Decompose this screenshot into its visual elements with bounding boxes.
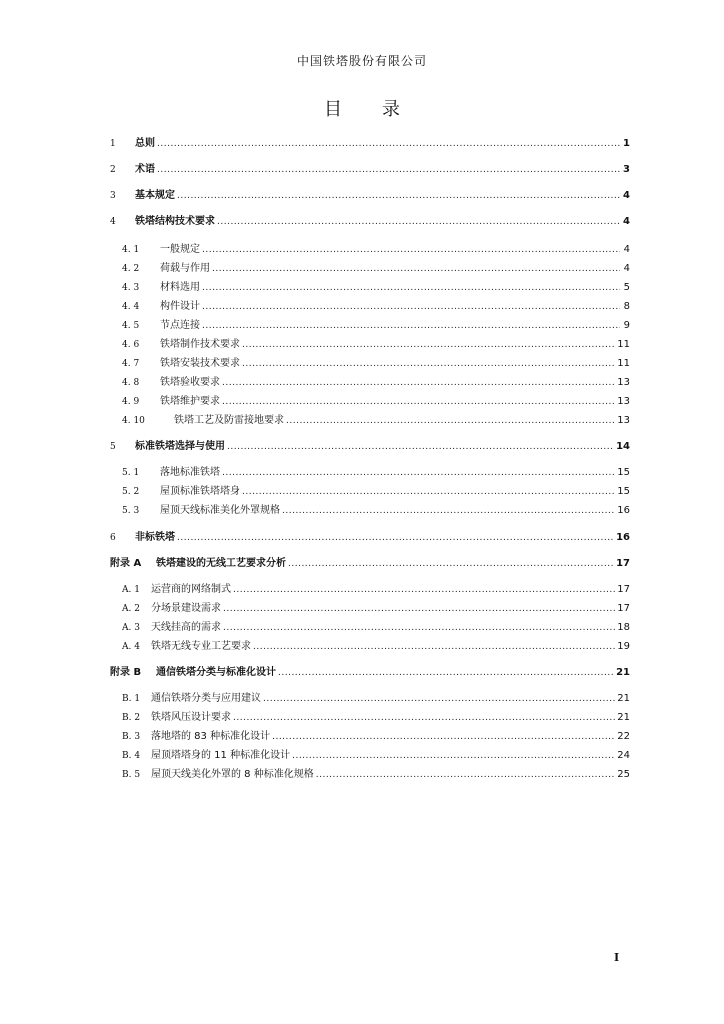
toc-entry[interactable] xyxy=(122,582,630,596)
toc-entry-number: 4. 5 xyxy=(122,321,140,331)
toc-dot-leader xyxy=(217,216,620,228)
toc-entry-page: 25 xyxy=(617,769,630,780)
toc-entry-page: 1 xyxy=(623,138,630,149)
toc-entry-number: A. 4 xyxy=(122,642,140,652)
toc-entry-title: 屋顶标准铁塔塔身 xyxy=(160,486,240,497)
toc-entry-page: 17 xyxy=(617,584,630,595)
toc-entry[interactable] xyxy=(122,729,630,743)
toc-entry-number: B. 4 xyxy=(122,751,141,761)
toc-entry[interactable] xyxy=(122,337,630,351)
toc-entry[interactable] xyxy=(122,242,630,256)
toc-dot-leader xyxy=(227,441,614,453)
toc-entry-title: 铁塔建设的无线工艺要求分析 xyxy=(156,558,286,569)
toc-entry-page: 9 xyxy=(623,320,630,331)
toc-entry-title: 铁塔制作技术要求 xyxy=(160,339,240,350)
toc-entry-title: 落地标准铁塔 xyxy=(160,467,220,478)
toc-entry[interactable] xyxy=(122,356,630,370)
toc-entry-page: 21 xyxy=(616,667,630,678)
toc-entry-page: 13 xyxy=(617,377,630,388)
toc-dot-leader xyxy=(316,769,616,781)
toc-dot-leader xyxy=(157,164,620,176)
toc-entry-number: B. 5 xyxy=(122,770,141,780)
toc-entry-page: 17 xyxy=(616,558,630,569)
toc-entry[interactable] xyxy=(110,665,630,679)
toc-dot-leader xyxy=(272,731,615,743)
toc-dot-leader xyxy=(212,263,620,275)
toc-entry-page: 3 xyxy=(623,164,630,175)
toc-entry-title: 材料选用 xyxy=(160,282,200,293)
toc-entry-page: 15 xyxy=(617,486,630,497)
footer-page-number: I xyxy=(614,951,620,964)
toc-entry[interactable] xyxy=(122,280,630,294)
toc-entry-title: 铁塔风压设计要求 xyxy=(151,712,231,723)
toc-entry[interactable] xyxy=(122,710,630,724)
toc-dot-leader xyxy=(223,622,615,634)
toc-entry[interactable] xyxy=(122,261,630,275)
toc-entry-number: 6 xyxy=(110,533,116,543)
toc-entry-title: 落地塔的 83 种标准化设计 xyxy=(151,731,271,742)
toc-entry-page: 17 xyxy=(617,603,630,614)
toc-entry-number: 4. 6 xyxy=(122,340,140,350)
toc-entry-page: 13 xyxy=(617,396,630,407)
toc-dot-leader xyxy=(222,377,615,389)
toc-entry-title: 构件设计 xyxy=(160,301,200,312)
toc-entry-title: 屋顶天线标准美化外罩规格 xyxy=(160,505,280,516)
toc-entry-page: 19 xyxy=(617,641,630,652)
toc-dot-leader xyxy=(223,603,615,615)
toc-entry-title: 非标铁塔 xyxy=(135,532,175,543)
toc-dot-leader xyxy=(177,190,620,202)
toc-dot-leader xyxy=(292,750,615,762)
toc-entry[interactable] xyxy=(122,748,630,762)
toc-entry-number: 5. 2 xyxy=(122,487,140,497)
toc-entry[interactable] xyxy=(122,691,630,705)
toc-entry-title: 铁塔工艺及防雷接地要求 xyxy=(174,415,284,426)
toc-entry-number: 附录 B xyxy=(110,667,142,678)
toc-dot-leader xyxy=(253,641,615,653)
toc-entry-title: 荷载与作用 xyxy=(160,263,210,274)
toc-dot-leader xyxy=(222,467,615,479)
toc-entry[interactable] xyxy=(122,767,630,781)
toc-entry-title: 铁塔结构技术要求 xyxy=(135,216,215,227)
toc-entry-number: 3 xyxy=(110,191,116,201)
toc-entry-page: 18 xyxy=(617,622,630,633)
toc-entry-page: 4 xyxy=(623,216,630,227)
toc-entry[interactable] xyxy=(122,639,630,653)
toc-entry-page: 21 xyxy=(617,693,630,704)
toc-dot-leader xyxy=(242,358,615,370)
toc-entry-number: 4. 9 xyxy=(122,397,140,407)
toc-entry-page: 14 xyxy=(616,441,630,452)
toc-entry[interactable] xyxy=(122,299,630,313)
toc-entry-page: 4 xyxy=(623,190,630,201)
toc-entry-number: 4. 8 xyxy=(122,378,140,388)
toc-entry-page: 13 xyxy=(617,415,630,426)
toc-entry-page: 16 xyxy=(617,505,630,516)
toc-entry-page: 22 xyxy=(617,731,630,742)
toc-entry-page: 5 xyxy=(623,282,630,293)
toc-entry-title: 铁塔无线专业工艺要求 xyxy=(151,641,251,652)
toc-entry-title: 分场景建设需求 xyxy=(151,603,221,614)
toc-entry-title: 节点连接 xyxy=(160,320,200,331)
toc-dot-leader xyxy=(278,667,614,679)
toc-entry-title: 铁塔安装技术要求 xyxy=(160,358,240,369)
toc-entry[interactable] xyxy=(122,620,630,634)
toc-dot-leader xyxy=(242,339,615,351)
toc-entry-title: 术语 xyxy=(135,164,155,175)
toc-entry-title: 屋顶塔塔身的 11 种标准化设计 xyxy=(151,750,291,761)
toc-entry[interactable] xyxy=(122,375,630,389)
toc-entry-number: 5. 1 xyxy=(122,468,140,478)
toc-entry-number: 4. 10 xyxy=(122,416,145,426)
toc-entry[interactable] xyxy=(110,556,630,570)
page-title xyxy=(0,95,724,121)
toc-entry-page: 11 xyxy=(617,358,630,369)
toc-entry[interactable] xyxy=(122,465,630,479)
toc-entry-number: 4. 1 xyxy=(122,245,140,255)
toc-entry-title: 铁塔维护要求 xyxy=(160,396,220,407)
toc-entry-title: 总则 xyxy=(135,138,155,149)
toc-dot-leader xyxy=(202,244,620,256)
toc-dot-leader xyxy=(202,282,620,294)
toc-dot-leader xyxy=(177,532,614,544)
toc-entry[interactable] xyxy=(122,394,630,408)
toc-entry-title: 基本规定 xyxy=(135,190,175,201)
title-char-1: 目 xyxy=(324,99,342,120)
toc-entry-page: 15 xyxy=(617,467,630,478)
toc-entry-title: 通信铁塔分类与标准化设计 xyxy=(156,667,276,678)
toc-dot-leader xyxy=(288,558,614,570)
toc-dot-leader xyxy=(233,712,615,724)
toc-entry-number: 4. 2 xyxy=(122,264,140,274)
toc-entry-title: 标准铁塔选择与使用 xyxy=(135,441,225,452)
toc-dot-leader xyxy=(222,396,615,408)
toc-entry-page: 11 xyxy=(617,339,630,350)
title-char-2: 录 xyxy=(382,99,400,120)
toc-entry-number: 4 xyxy=(110,217,116,227)
page-header: 中国铁塔股份有限公司 xyxy=(296,54,427,68)
toc-entry-number: B. 3 xyxy=(122,732,141,742)
toc-dot-leader xyxy=(233,584,615,596)
toc-entry-number: 5 xyxy=(110,442,116,452)
toc-entry-number: A. 3 xyxy=(122,623,140,633)
toc-entry[interactable] xyxy=(122,503,630,517)
toc-entry-number: A. 1 xyxy=(122,585,140,595)
toc-dot-leader xyxy=(286,415,615,427)
toc-dot-leader xyxy=(242,486,615,498)
toc-entry[interactable] xyxy=(122,318,630,332)
toc-entry-number: 1 xyxy=(110,139,116,149)
toc-dot-leader xyxy=(202,301,620,313)
toc-entry-page: 4 xyxy=(623,263,630,274)
toc-entry-title: 一般规定 xyxy=(160,244,200,255)
toc-dot-leader xyxy=(202,320,620,332)
toc-entry[interactable] xyxy=(122,413,630,427)
toc-entry-title: 天线挂高的需求 xyxy=(151,622,221,633)
toc-entry[interactable] xyxy=(110,188,630,202)
toc-entry[interactable] xyxy=(110,439,630,453)
toc-entry-number: B. 1 xyxy=(122,694,141,704)
toc-entry-title: 通信铁塔分类与应用建议 xyxy=(151,693,261,704)
toc-entry[interactable] xyxy=(110,214,630,228)
toc-entry-number: 4. 7 xyxy=(122,359,140,369)
toc-entry-page: 8 xyxy=(623,301,630,312)
toc-entry-number: 5. 3 xyxy=(122,506,140,516)
toc-dot-leader xyxy=(282,505,615,517)
toc-entry-page: 24 xyxy=(617,750,630,761)
toc-entry[interactable] xyxy=(110,530,630,544)
toc-dot-leader xyxy=(263,693,615,705)
toc-entry[interactable] xyxy=(110,162,630,176)
toc-entry-number: 4. 4 xyxy=(122,302,140,312)
toc-entry[interactable] xyxy=(122,484,630,498)
toc-entry[interactable] xyxy=(110,136,630,150)
toc-entry[interactable] xyxy=(122,601,630,615)
toc-entry-title: 铁塔验收要求 xyxy=(160,377,220,388)
toc-dot-leader xyxy=(157,138,620,150)
toc-entry-title: 屋顶天线美化外罩的 8 种标准化规格 xyxy=(151,769,314,780)
toc-entry-number: 2 xyxy=(110,165,116,175)
toc-entry-title: 运营商的网络制式 xyxy=(151,584,231,595)
toc-entry-number: A. 2 xyxy=(122,604,140,614)
toc-entry-page: 21 xyxy=(617,712,630,723)
toc-entry-number: 4. 3 xyxy=(122,283,140,293)
toc-entry-number: B. 2 xyxy=(122,713,141,723)
toc-entry-number: 附录 A xyxy=(110,558,142,569)
toc-entry-page: 16 xyxy=(616,532,630,543)
toc-entry-page: 4 xyxy=(623,244,630,255)
